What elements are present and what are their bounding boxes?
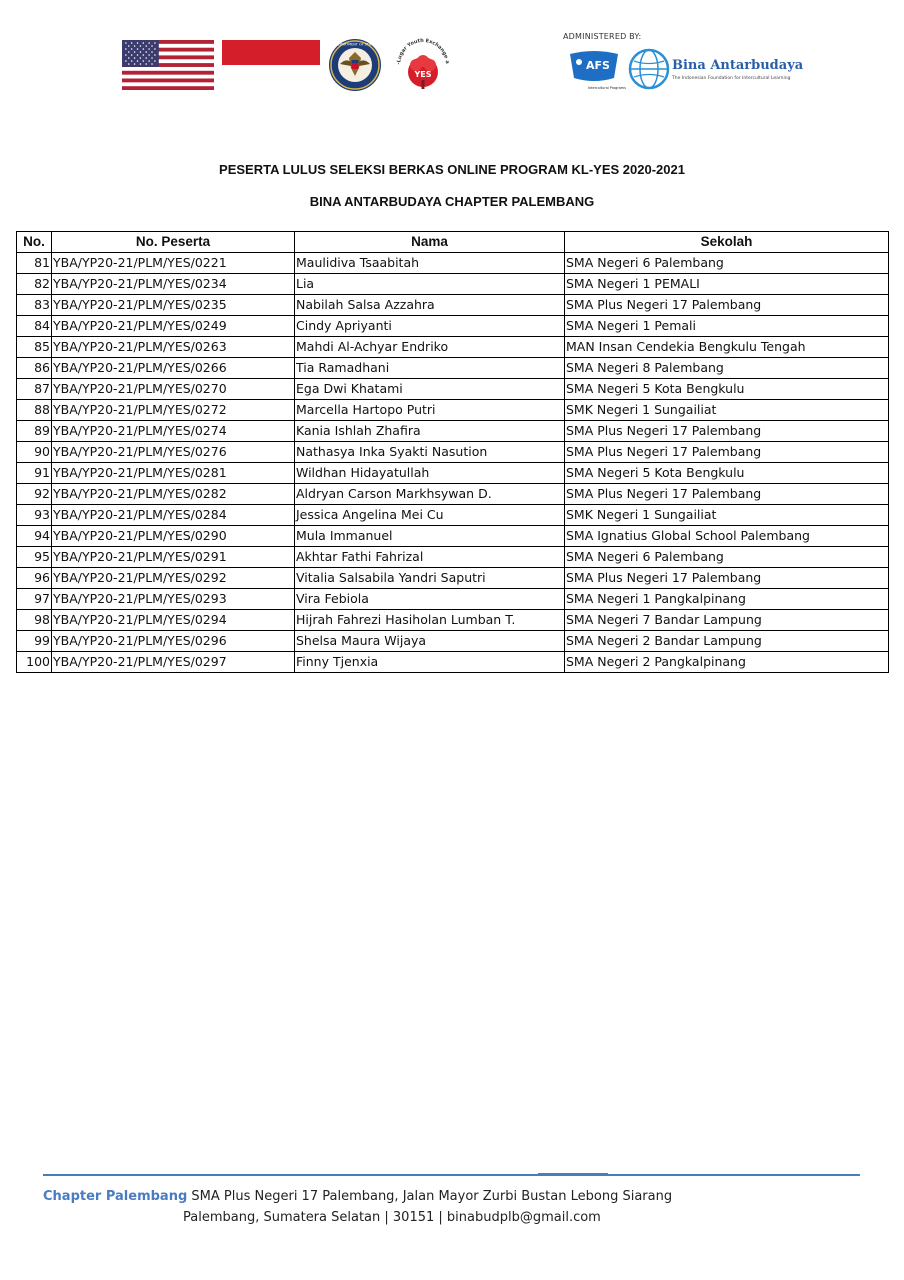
cell-participant-id: YBA/YP20-21/PLM/YES/0276 <box>52 442 295 463</box>
cell-no: 84 <box>17 316 52 337</box>
afs-mark: AFS <box>586 59 610 72</box>
cell-school: SMA Plus Negeri 17 Palembang <box>565 568 889 589</box>
us-flag-icon <box>122 40 214 90</box>
footer-line-1 <box>43 1186 672 1207</box>
cell-participant-id: YBA/YP20-21/PLM/YES/0291 <box>52 547 295 568</box>
cell-no: 89 <box>17 421 52 442</box>
cell-participant-id: YBA/YP20-21/PLM/YES/0274 <box>52 421 295 442</box>
cell-participant-id: YBA/YP20-21/PLM/YES/0221 <box>52 253 295 274</box>
cell-school: SMA Negeri 5 Kota Bengkulu <box>565 379 889 400</box>
indonesia-flag-icon <box>222 40 320 90</box>
footer-chapter-label: Chapter Palembang <box>43 1189 188 1204</box>
header-nama: Nama <box>295 232 565 253</box>
cell-no: 82 <box>17 274 52 295</box>
cell-participant-id: YBA/YP20-21/PLM/YES/0272 <box>52 400 295 421</box>
cell-participant-id: YBA/YP20-21/PLM/YES/0296 <box>52 631 295 652</box>
cell-name: Nathasya Inka Syakti Nasution <box>295 442 565 463</box>
cell-participant-id: YBA/YP20-21/PLM/YES/0263 <box>52 337 295 358</box>
cell-name: Cindy Apriyanti <box>295 316 565 337</box>
cell-name: Vira Febiola <box>295 589 565 610</box>
cell-school: SMA Negeri 6 Palembang <box>565 547 889 568</box>
seal-text: DEPARTMENT OF STATE <box>335 42 375 47</box>
table-row <box>17 568 889 589</box>
cell-participant-id: YBA/YP20-21/PLM/YES/0266 <box>52 358 295 379</box>
cell-no: 85 <box>17 337 52 358</box>
footer-address-line-1: SMA Plus Negeri 17 Palembang, Jalan Mayor Zurbi Bustan Lebong Siarang <box>191 1189 673 1204</box>
document-title: PESERTA LULUS SELEKSI BERKAS ONLINE PROGRAM KL-YES 2020-2021 <box>219 162 685 177</box>
table-row <box>17 463 889 484</box>
afs-logo-icon <box>566 48 626 92</box>
cell-school: SMA Negeri 2 Bandar Lampung <box>565 631 889 652</box>
cell-no: 91 <box>17 463 52 484</box>
table-body <box>17 253 889 673</box>
kl-yes-logo-icon <box>392 34 454 96</box>
cell-no: 90 <box>17 442 52 463</box>
cell-school: SMA Plus Negeri 17 Palembang <box>565 295 889 316</box>
table-row <box>17 274 889 295</box>
footer-divider <box>43 1174 860 1176</box>
cell-name: Aldryan Carson Markhsywan D. <box>295 484 565 505</box>
cell-no: 99 <box>17 631 52 652</box>
cell-participant-id: YBA/YP20-21/PLM/YES/0290 <box>52 526 295 547</box>
table-row <box>17 631 889 652</box>
table-row <box>17 484 889 505</box>
table-row <box>17 610 889 631</box>
administered-by-label: ADMINISTERED BY: <box>563 32 642 41</box>
document-subtitle: BINA ANTARBUDAYA CHAPTER PALEMBANG <box>309 194 595 209</box>
table-row <box>17 526 889 547</box>
cell-school: SMA Negeri 8 Palembang <box>565 358 889 379</box>
table-row <box>17 337 889 358</box>
cell-participant-id: YBA/YP20-21/PLM/YES/0270 <box>52 379 295 400</box>
table-row <box>17 652 889 673</box>
cell-no: 100 <box>17 652 52 673</box>
cell-school: SMA Ignatius Global School Palembang <box>565 526 889 547</box>
cell-name: Akhtar Fathi Fahrizal <box>295 547 565 568</box>
cell-no: 81 <box>17 253 52 274</box>
cell-participant-id: YBA/YP20-21/PLM/YES/0294 <box>52 610 295 631</box>
bina-globe-icon <box>628 48 670 90</box>
cell-participant-id: YBA/YP20-21/PLM/YES/0293 <box>52 589 295 610</box>
cell-participant-id: YBA/YP20-21/PLM/YES/0297 <box>52 652 295 673</box>
cell-participant-id: YBA/YP20-21/PLM/YES/0292 <box>52 568 295 589</box>
cell-no: 83 <box>17 295 52 316</box>
cell-name: Vitalia Salsabila Yandri Saputri <box>295 568 565 589</box>
table-row <box>17 589 889 610</box>
cell-name: Hijrah Fahrezi Hasiholan Lumban T. <box>295 610 565 631</box>
cell-participant-id: YBA/YP20-21/PLM/YES/0281 <box>52 463 295 484</box>
cell-participant-id: YBA/YP20-21/PLM/YES/0234 <box>52 274 295 295</box>
footer-divider-accent <box>538 1173 608 1174</box>
cell-school: SMA Negeri 1 PEMALI <box>565 274 889 295</box>
cell-school: SMA Plus Negeri 17 Palembang <box>565 421 889 442</box>
logo-header <box>110 28 804 112</box>
header-no-peserta: No. Peserta <box>52 232 295 253</box>
cell-participant-id: YBA/YP20-21/PLM/YES/0282 <box>52 484 295 505</box>
cell-school: SMA Plus Negeri 17 Palembang <box>565 442 889 463</box>
footer-address <box>43 1186 672 1228</box>
cell-school: SMK Negeri 1 Sungailiat <box>565 505 889 526</box>
cell-school: SMA Negeri 5 Kota Bengkulu <box>565 463 889 484</box>
cell-no: 92 <box>17 484 52 505</box>
cell-school: MAN Insan Cendekia Bengkulu Tengah <box>565 337 889 358</box>
table-row <box>17 358 889 379</box>
cell-name: Mula Immanuel <box>295 526 565 547</box>
cell-name: Mahdi Al-Achyar Endriko <box>295 337 565 358</box>
cell-school: SMA Negeri 1 Pemali <box>565 316 889 337</box>
cell-school: SMA Negeri 2 Pangkalpinang <box>565 652 889 673</box>
cell-no: 98 <box>17 610 52 631</box>
participant-table <box>16 231 889 673</box>
bina-antarbudaya-logo <box>628 48 818 92</box>
cell-name: Wildhan Hidayatullah <box>295 463 565 484</box>
header-no: No. <box>17 232 52 253</box>
cell-no: 96 <box>17 568 52 589</box>
cell-no: 88 <box>17 400 52 421</box>
table-row <box>17 547 889 568</box>
header-sekolah: Sekolah <box>565 232 889 253</box>
cell-name: Maulidiva Tsaabitah <box>295 253 565 274</box>
table-row <box>17 400 889 421</box>
cell-participant-id: YBA/YP20-21/PLM/YES/0284 <box>52 505 295 526</box>
cell-name: Jessica Angelina Mei Cu <box>295 505 565 526</box>
table-row <box>17 421 889 442</box>
bina-logo-tagline: The Indonesian Foundation for Intercultural Learning <box>672 76 791 81</box>
cell-name: Finny Tjenxia <box>295 652 565 673</box>
cell-no: 95 <box>17 547 52 568</box>
cell-school: SMA Plus Negeri 17 Palembang <box>565 484 889 505</box>
cell-no: 87 <box>17 379 52 400</box>
table-row <box>17 379 889 400</box>
table-row <box>17 505 889 526</box>
cell-school: SMK Negeri 1 Sungailiat <box>565 400 889 421</box>
cell-name: Lia <box>295 274 565 295</box>
cell-school: SMA Negeri 1 Pangkalpinang <box>565 589 889 610</box>
cell-no: 93 <box>17 505 52 526</box>
footer-address-line-2: Palembang, Sumatera Selatan | 30151 | binabudplb@gmail.com <box>183 1210 601 1225</box>
afs-subtitle: Intercultural Programs <box>588 86 626 90</box>
table-row <box>17 295 889 316</box>
cell-name: Nabilah Salsa Azzahra <box>295 295 565 316</box>
cell-name: Shelsa Maura Wijaya <box>295 631 565 652</box>
bina-logo-name: Bina Antarbudaya <box>672 58 804 73</box>
cell-no: 97 <box>17 589 52 610</box>
cell-name: Kania Ishlah Zhafira <box>295 421 565 442</box>
table-row <box>17 316 889 337</box>
cell-participant-id: YBA/YP20-21/PLM/YES/0235 <box>52 295 295 316</box>
table-row <box>17 442 889 463</box>
cell-no: 94 <box>17 526 52 547</box>
state-department-seal-icon <box>328 38 382 92</box>
cell-participant-id: YBA/YP20-21/PLM/YES/0249 <box>52 316 295 337</box>
cell-school: SMA Negeri 7 Bandar Lampung <box>565 610 889 631</box>
kl-yes-arc-text: -Lugar Youth Exchange a <box>395 37 451 65</box>
cell-no: 86 <box>17 358 52 379</box>
table-header-row <box>17 232 889 253</box>
cell-school: SMA Negeri 6 Palembang <box>565 253 889 274</box>
kl-yes-mark: YES <box>414 70 432 79</box>
cell-name: Marcella Hartopo Putri <box>295 400 565 421</box>
cell-name: Tia Ramadhani <box>295 358 565 379</box>
table-row <box>17 253 889 274</box>
cell-name: Ega Dwi Khatami <box>295 379 565 400</box>
